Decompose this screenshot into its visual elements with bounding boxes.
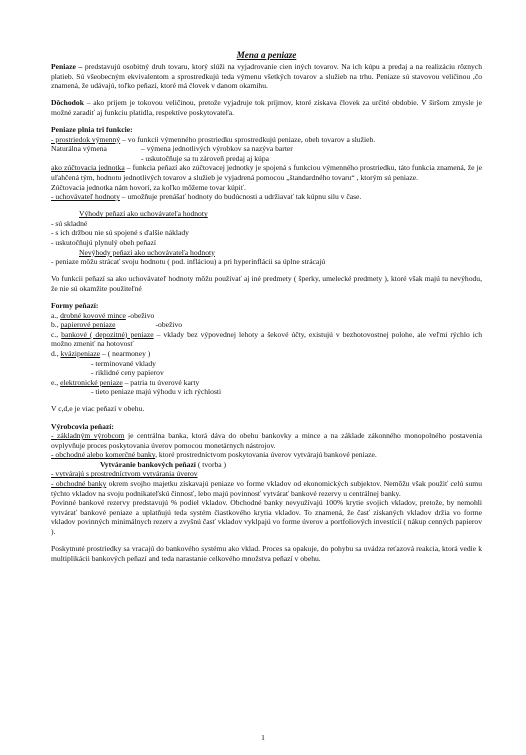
producer-commercial-banks	[51, 450, 482, 460]
function-accounting	[51, 163, 482, 182]
income-term: Dôchodok	[51, 98, 84, 108]
form-a-text: -obeživo	[125, 310, 155, 320]
form-b-term: papierové peniaze	[60, 320, 116, 330]
form-d	[51, 349, 482, 359]
producer-commercial-banks-text: , ktoré prostredníctvom poskytovania úverov vytvárajú bankové peniaze.	[155, 450, 377, 460]
forms-heading: Formy peňazí:	[51, 300, 99, 310]
producer-central-bank-term: - základným výrobcom	[51, 431, 125, 441]
function-accounting-note: Zúčtovacia jednotka nám hovorí, za koľko môžeme tovar kúpiť.	[51, 182, 246, 192]
creation-heading	[51, 460, 482, 470]
circulation-note: V c,d,e je viac peňazí v obehu.	[51, 404, 145, 414]
form-a	[51, 311, 482, 321]
form-e-prefix: e.,	[51, 377, 61, 387]
cons-item: - peniaze môžu strácať svoju hodnotu ( pod. infláciou) a pri hyperinflácii sa úplne strácajú	[51, 257, 326, 267]
producers-heading: Výrobcovia peňazí:	[51, 421, 114, 431]
intro-text: predstavujú osobitný druh tovaru, ktorý slúži na vyjadrovanie cien iných tovarov. Na ich kúpu a predaj a na realizáciu rôznych platieb. Sú všeobecným ekvivalentom a sprostredkujú teda výmenu všetkých tovarov a služieb na trhu. Peniaze sú stavovou veličinou ,čo znamená, že udávajú, toľko peňazí, ktoré má človek v danom okamihu.	[51, 62, 483, 91]
functions-heading: Peniaze plnia tri funkcie:	[51, 124, 133, 134]
creation-paragraph: Povinné bankové rezervy predstavujú % podiel vkladov. Obchodné banky nevyužívajú 100% krytie svojich vkladov, pretože, by nemohli vytvárať bankové peniaze a uplatňujú teda systém čiastkového krytia vkladov. To znamená, že časť získaných vkladov držia vo forme vkladov povinných minimálnych rezerv a zvyšnú časť vkladov vyklpajú vo forme úverov a portfoliových investícií ( nákup cenných papierov ).	[51, 498, 482, 537]
final-paragraph: Poskytnuté prostriedky sa vracajú do bankového systému ako vklad. Proces sa opakuje, do pohybu sa uvádza reťazová reakcia, ktorá vedie k multiplikácii bankových peňazí and teda narastanie celkového množstva peňazí v obehu.	[51, 544, 482, 563]
intro-term: Peniaze –	[51, 62, 83, 71]
form-d-sub: - terminované vklady	[91, 358, 156, 368]
page-number: 1	[261, 733, 265, 742]
form-e-sub: - tieto peniaze majú výhodu v ich rýchlosti	[91, 387, 222, 397]
form-b	[51, 320, 482, 330]
form-c	[51, 330, 482, 349]
barter-text: – výmena jednotlivých výrobkov sa nazýva barter	[141, 144, 293, 154]
form-e-text: – patria tu úverové karty	[122, 377, 200, 387]
form-d-text: – ( nearmoney )	[100, 348, 151, 358]
barter-label: Naturálna výmena	[51, 144, 107, 154]
document-title: Mena a peniaze	[236, 50, 297, 60]
income-text: – ako príjem je tokovou veličinou, pretože vyjadruje tok príjmov, ktoré získava človek za určité obdobie. V širšom zmysle je možné zaradiť aj funkciu platidla, respektíve poskytovateľa.	[51, 98, 482, 117]
form-c-text: – vklady bez výpovednej lehoty a šekové účty, existujú v bezhotovostnej polohe, ale veľmi rýchlo ich možno zmeniť na hotovosť	[51, 329, 483, 349]
creation-line-2	[51, 479, 482, 498]
function-accounting-term: ako zúčtovacia jednotka	[51, 163, 125, 173]
function-store	[51, 192, 482, 202]
form-a-prefix: a.,	[51, 310, 61, 320]
form-d-sub: - riklidné ceny papierov	[91, 368, 164, 378]
form-d-prefix: d.,	[51, 348, 61, 358]
form-e-term: elektronické peniaze	[60, 377, 123, 387]
form-c-prefix: c.,	[51, 329, 62, 339]
function-store-text: – umožňuje prenášať hodnoty do budúcnosti a udržiavať tak kúpnu silu v čase.	[119, 192, 362, 202]
income-paragraph	[51, 98, 482, 117]
function-exchange	[51, 135, 482, 145]
pros-heading: Výhody peňazí ako uchovávateľa hodnoty	[79, 209, 208, 219]
barter-row-2	[51, 154, 482, 164]
form-c-term: bankové ( depozitné) peniaze	[61, 329, 154, 339]
pros-item: - sú skladné	[51, 218, 88, 228]
producer-central-bank	[51, 431, 482, 450]
cons-heading: Nevýhody peňazí ako uchovávateľa hodnoty	[79, 247, 215, 257]
value-note: Vo funkcii peňazí sa ako uchovávateľ hodnoty môžu používať aj iné predmety ( šperky, umelecké predmety ), ktoré však majú tu nevýhodu, že nie sú okamžite použiteľné	[51, 274, 482, 293]
function-accounting-text: – funkcia peňazí ako zúčtovacej jednotky je spojená s funkciou výmenného prostriedku, táto funkcia znamená, že je uľahčená tým, hodnotu jednotlivých tovarov a služieb je vyjadrená pomocou „štandardného tovaru“ , ktorým sú peniaze.	[51, 163, 482, 182]
creation-heading-suffix: ( tvorba )	[195, 459, 227, 469]
function-store-term: - uchovávateľ hodnoty	[51, 192, 120, 202]
intro-paragraph	[51, 62, 482, 91]
barter-row	[51, 144, 482, 154]
creation-line-2-term: - obchodné banky	[51, 479, 107, 489]
producer-commercial-banks-term: - obchodné alebo komerčné banky	[51, 450, 156, 460]
creation-line-2-text: okrem svojho majetku získavajú peniaze vo forme vkladov od ekonomických subjektov. Nemôžu však použiť celú sumu týchto vkladov na svoju podnikateľskú činnosť, lebo majú povinnosť vytvárať bankové rezervy u centrálnej banky.	[51, 479, 483, 498]
form-a-term: drobné kovové mince	[60, 310, 126, 320]
function-exchange-term: - prostriedok výmenný	[51, 134, 121, 144]
form-d-term: kvázipeniaze	[60, 348, 101, 358]
pros-item: - s ich držbou nie sú spojené s ďalšie náklady	[51, 228, 189, 238]
barter-text-2: - uskutočňuje sa tu zároveň predaj aj kúpa	[141, 153, 269, 163]
creation-line-1: - vytvárajú s prostredníctvom vytvárania úverov	[51, 469, 198, 479]
producer-central-bank-text: je centrálna banka, ktorá dáva do obehu bankovky a mince a na základe zákonného monopolného postavenia ovplyvňuje proces poskytovania úverov pomocou monetárnych nástrojov.	[51, 431, 482, 450]
function-exchange-text: – vo funkcii výmenného prostriedku sprostredkujú peniaze, obeh tovarov a služieb.	[120, 134, 376, 144]
pros-item: - uskutočňujú plynulý obeh peňazí	[51, 238, 157, 247]
form-b-prefix: b.,	[51, 320, 61, 330]
creation-heading-text: Vytváranie bankových peňazí	[100, 459, 196, 469]
form-e	[51, 378, 482, 388]
form-b-text: -obeživo	[155, 320, 183, 330]
